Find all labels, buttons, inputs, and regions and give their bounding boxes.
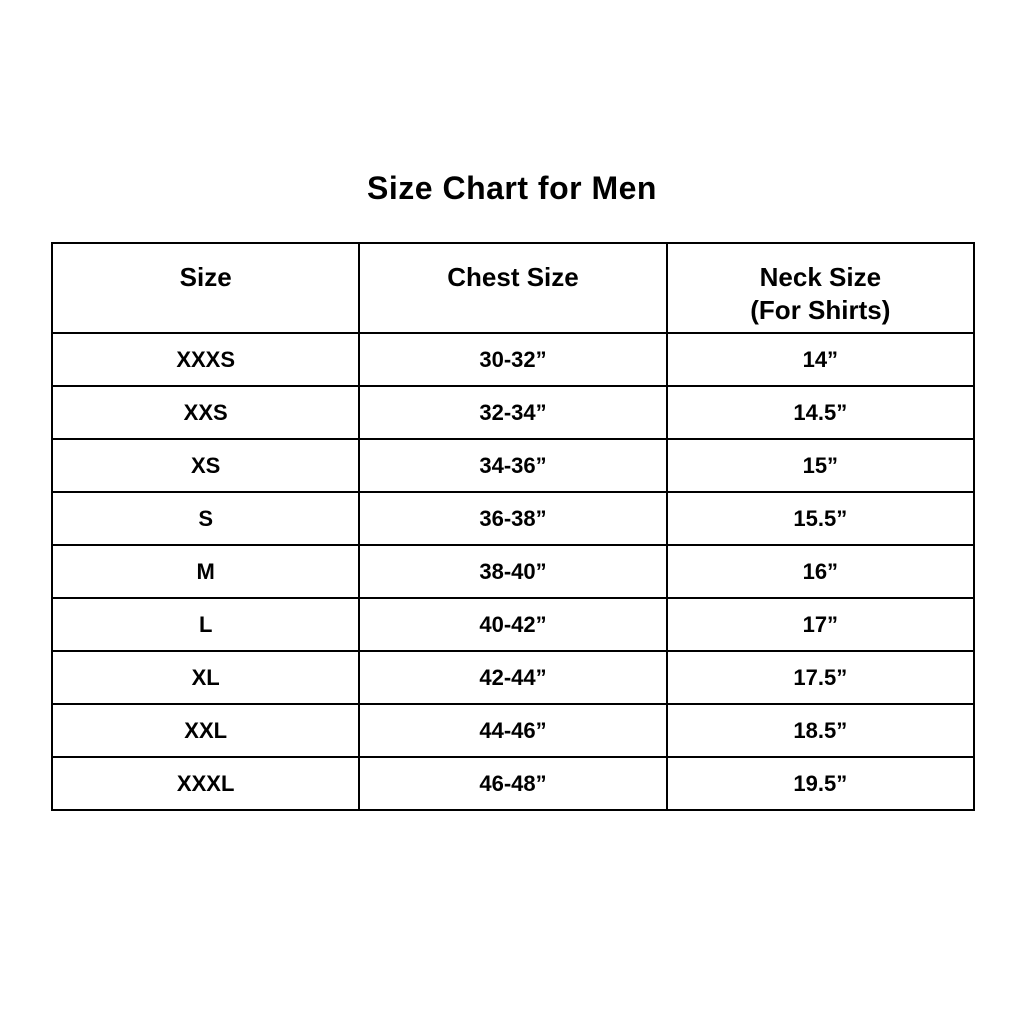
table-row (52, 492, 974, 545)
cell-chest: 46-48” (359, 757, 666, 810)
cell-chest: 42-44” (359, 651, 666, 704)
cell-chest: 30-32” (359, 333, 666, 386)
cell-chest: 44-46” (359, 704, 666, 757)
table-row (52, 598, 974, 651)
cell-size: XXL (52, 704, 359, 757)
cell-size: XXXL (52, 757, 359, 810)
header-neck-size (667, 243, 974, 333)
header-chest-size-label: Chest Size (447, 262, 579, 292)
table-row (52, 333, 974, 386)
cell-neck: 15.5” (667, 492, 974, 545)
cell-size: XL (52, 651, 359, 704)
header-size-label: Size (179, 262, 232, 292)
cell-neck: 18.5” (667, 704, 974, 757)
cell-chest: 34-36” (359, 439, 666, 492)
cell-neck: 17” (667, 598, 974, 651)
header-neck-size-label: Neck Size (759, 262, 882, 292)
cell-chest: 36-38” (359, 492, 666, 545)
cell-size: XXS (52, 386, 359, 439)
table-row (52, 704, 974, 757)
cell-size: L (52, 598, 359, 651)
header-neck-size-sublabel: (For Shirts) (750, 294, 891, 325)
table-row (52, 439, 974, 492)
cell-size: M (52, 545, 359, 598)
cell-neck: 17.5” (667, 651, 974, 704)
header-size (52, 243, 359, 333)
cell-size: XS (52, 439, 359, 492)
cell-neck: 15” (667, 439, 974, 492)
table-row (52, 651, 974, 704)
table-body (52, 333, 974, 810)
cell-chest: 32-34” (359, 386, 666, 439)
table-head (52, 243, 974, 333)
cell-chest: 38-40” (359, 545, 666, 598)
cell-neck: 14” (667, 333, 974, 386)
table-header-row (52, 243, 974, 333)
cell-size: S (52, 492, 359, 545)
cell-neck: 16” (667, 545, 974, 598)
table-row (52, 545, 974, 598)
table-row (52, 757, 974, 810)
header-chest-size (359, 243, 666, 333)
cell-chest: 40-42” (359, 598, 666, 651)
cell-neck: 19.5” (667, 757, 974, 810)
table-row (52, 386, 974, 439)
page-title: Size Chart for Men (367, 170, 657, 206)
cell-neck: 14.5” (667, 386, 974, 439)
cell-size: XXXS (52, 333, 359, 386)
size-chart-table (51, 242, 975, 811)
